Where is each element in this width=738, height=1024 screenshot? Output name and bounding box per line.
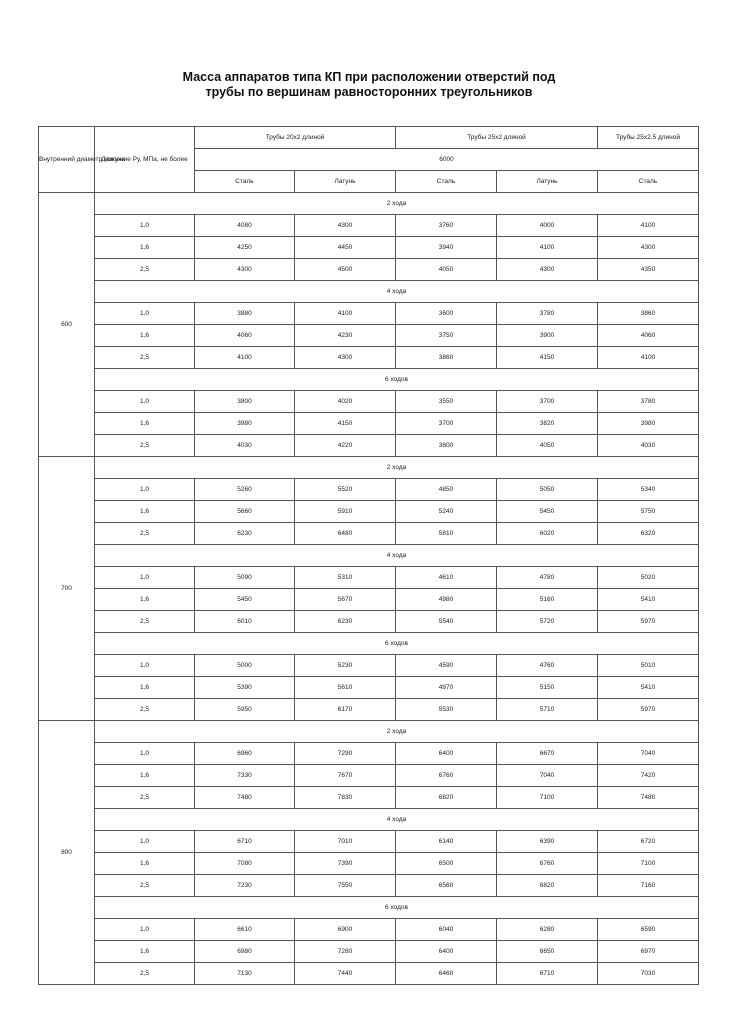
value-cell: 4300	[195, 259, 295, 281]
group-label-row	[39, 369, 699, 391]
value-cell: 7230	[195, 875, 295, 897]
value-cell: 5610	[295, 677, 396, 699]
value-cell: 3880	[195, 303, 295, 325]
value-cell: 4850	[396, 479, 497, 501]
value-cell: 6900	[295, 919, 396, 941]
value-cell: 5260	[195, 479, 295, 501]
value-cell: 5750	[598, 501, 699, 523]
table-row	[39, 941, 699, 963]
value-cell: 4030	[598, 435, 699, 457]
table-row	[39, 787, 699, 809]
header-pressure: Давление Ру, МПа, не более	[95, 127, 195, 193]
table-row	[39, 259, 699, 281]
pressure-cell: 2,5	[95, 875, 195, 897]
group-label-row	[39, 809, 699, 831]
value-cell: 6760	[396, 765, 497, 787]
value-cell: 5520	[295, 479, 396, 501]
value-cell: 7030	[598, 963, 699, 985]
value-cell: 4230	[295, 325, 396, 347]
value-cell: 7480	[195, 787, 295, 809]
value-cell: 4100	[195, 347, 295, 369]
table-row	[39, 853, 699, 875]
table-row	[39, 589, 699, 611]
pressure-cell: 1,6	[95, 589, 195, 611]
value-cell: 5390	[195, 677, 295, 699]
pressure-cell: 2,5	[95, 699, 195, 721]
group-label: 2 хода	[95, 193, 699, 215]
value-cell: 4250	[195, 237, 295, 259]
pressure-cell: 1,6	[95, 325, 195, 347]
group-label-row	[39, 457, 699, 479]
table-row	[39, 523, 699, 545]
value-cell: 4020	[295, 391, 396, 413]
pressure-cell: 2,5	[95, 523, 195, 545]
value-cell: 4080	[195, 215, 295, 237]
header-row-groups	[39, 127, 699, 149]
value-cell: 6970	[598, 941, 699, 963]
pressure-cell: 1,6	[95, 677, 195, 699]
value-cell: 4030	[195, 435, 295, 457]
value-cell: 5450	[195, 589, 295, 611]
value-cell: 6820	[396, 787, 497, 809]
pressure-cell: 1,0	[95, 479, 195, 501]
group-label: 6 ходов	[95, 369, 699, 391]
mass-table	[38, 126, 699, 985]
value-cell: 7330	[195, 765, 295, 787]
group-label-row	[39, 721, 699, 743]
group-label: 4 хода	[95, 281, 699, 303]
value-cell: 3760	[396, 215, 497, 237]
header-col-brass-20x2: Латунь	[295, 171, 396, 193]
pressure-cell: 2,5	[95, 259, 195, 281]
pressure-cell: 2,5	[95, 347, 195, 369]
value-cell: 5150	[497, 677, 598, 699]
header-length: 6000	[195, 149, 699, 171]
value-cell: 6710	[497, 963, 598, 985]
value-cell: 7100	[497, 787, 598, 809]
value-cell: 3980	[598, 413, 699, 435]
pressure-cell: 1,0	[95, 919, 195, 941]
value-cell: 6170	[295, 699, 396, 721]
value-cell: 3820	[497, 413, 598, 435]
value-cell: 4300	[598, 237, 699, 259]
value-cell: 5310	[295, 567, 396, 589]
value-cell: 3860	[598, 303, 699, 325]
value-cell: 3900	[497, 325, 598, 347]
value-cell: 5710	[497, 699, 598, 721]
table-row	[39, 435, 699, 457]
value-cell: 7290	[295, 743, 396, 765]
pressure-cell: 1,0	[95, 303, 195, 325]
value-cell: 3940	[396, 237, 497, 259]
value-cell: 5450	[497, 501, 598, 523]
value-cell: 6480	[295, 523, 396, 545]
value-cell: 6020	[497, 523, 598, 545]
group-label-row	[39, 633, 699, 655]
value-cell: 4050	[396, 259, 497, 281]
value-cell: 3700	[497, 391, 598, 413]
pressure-cell: 1,6	[95, 413, 195, 435]
value-cell: 4300	[497, 259, 598, 281]
value-cell: 6320	[598, 523, 699, 545]
pressure-cell: 2,5	[95, 611, 195, 633]
table-row	[39, 743, 699, 765]
value-cell: 4350	[598, 259, 699, 281]
value-cell: 6650	[497, 941, 598, 963]
value-cell: 6230	[295, 611, 396, 633]
diameter-cell: 800	[39, 721, 95, 985]
table-row	[39, 611, 699, 633]
value-cell: 4980	[396, 589, 497, 611]
value-cell: 6400	[396, 743, 497, 765]
value-cell: 5540	[396, 611, 497, 633]
table-row	[39, 325, 699, 347]
value-cell: 5530	[396, 699, 497, 721]
value-cell: 4100	[598, 215, 699, 237]
table-row	[39, 215, 699, 237]
value-cell: 4760	[497, 655, 598, 677]
page-title-line-1: Масса аппаратов типа КП при расположении отверстий под	[182, 70, 556, 84]
header-group-25x2: Трубы 25х2 длиной	[396, 127, 598, 149]
value-cell: 4150	[497, 347, 598, 369]
value-cell: 4220	[295, 435, 396, 457]
pressure-cell: 1,0	[95, 743, 195, 765]
value-cell: 6710	[195, 831, 295, 853]
value-cell: 4000	[497, 215, 598, 237]
value-cell: 6760	[497, 853, 598, 875]
value-cell: 5090	[195, 567, 295, 589]
diameter-cell: 700	[39, 457, 95, 721]
value-cell: 7480	[598, 787, 699, 809]
value-cell: 7040	[497, 765, 598, 787]
value-cell: 7830	[295, 787, 396, 809]
group-label: 4 хода	[95, 809, 699, 831]
pressure-cell: 1,6	[95, 237, 195, 259]
value-cell: 5950	[195, 699, 295, 721]
pressure-cell: 1,6	[95, 853, 195, 875]
table-row	[39, 677, 699, 699]
group-label-row	[39, 897, 699, 919]
value-cell: 3600	[396, 303, 497, 325]
value-cell: 5910	[295, 501, 396, 523]
value-cell: 5670	[295, 589, 396, 611]
pressure-cell: 1,0	[95, 391, 195, 413]
table-row	[39, 963, 699, 985]
value-cell: 3800	[396, 435, 497, 457]
value-cell: 6010	[195, 611, 295, 633]
table-row	[39, 413, 699, 435]
value-cell: 6460	[396, 963, 497, 985]
pressure-cell: 1,0	[95, 655, 195, 677]
value-cell: 4300	[295, 215, 396, 237]
pressure-cell: 2,5	[95, 787, 195, 809]
value-cell: 4300	[295, 347, 396, 369]
group-label: 2 хода	[95, 457, 699, 479]
page-title-line-2: трубы по вершинам равносторонних треугольников	[205, 85, 533, 99]
pressure-cell: 2,5	[95, 963, 195, 985]
value-cell: 4060	[598, 325, 699, 347]
value-cell: 5050	[497, 479, 598, 501]
group-label-row	[39, 193, 699, 215]
value-cell: 7160	[598, 875, 699, 897]
value-cell: 5230	[295, 655, 396, 677]
value-cell: 6590	[598, 919, 699, 941]
value-cell: 6140	[396, 831, 497, 853]
value-cell: 4100	[295, 303, 396, 325]
value-cell: 3750	[396, 325, 497, 347]
value-cell: 6820	[497, 875, 598, 897]
value-cell: 7670	[295, 765, 396, 787]
table-row	[39, 875, 699, 897]
value-cell: 5410	[598, 677, 699, 699]
value-cell: 7130	[195, 963, 295, 985]
group-label-row	[39, 545, 699, 567]
diameter-cell: 600	[39, 193, 95, 457]
table-row	[39, 391, 699, 413]
value-cell: 3800	[195, 391, 295, 413]
pressure-cell: 1,6	[95, 765, 195, 787]
table-row	[39, 831, 699, 853]
value-cell: 3780	[598, 391, 699, 413]
value-cell: 5160	[497, 589, 598, 611]
group-label: 6 ходов	[95, 633, 699, 655]
value-cell: 3860	[396, 347, 497, 369]
value-cell: 7420	[598, 765, 699, 787]
value-cell: 4970	[396, 677, 497, 699]
value-cell: 5340	[598, 479, 699, 501]
value-cell: 5970	[598, 611, 699, 633]
value-cell: 6610	[195, 919, 295, 941]
value-cell: 7040	[598, 743, 699, 765]
table-row	[39, 699, 699, 721]
value-cell: 3550	[396, 391, 497, 413]
pressure-cell: 2,5	[95, 435, 195, 457]
table-row	[39, 347, 699, 369]
value-cell: 4060	[195, 325, 295, 347]
page-title	[0, 70, 738, 100]
value-cell: 6500	[396, 853, 497, 875]
value-cell: 5240	[396, 501, 497, 523]
value-cell: 6560	[396, 875, 497, 897]
value-cell: 4500	[295, 259, 396, 281]
value-cell: 4780	[497, 567, 598, 589]
pressure-cell: 1,0	[95, 567, 195, 589]
value-cell: 6040	[396, 919, 497, 941]
group-label: 2 хода	[95, 721, 699, 743]
value-cell: 5660	[195, 501, 295, 523]
table-row	[39, 655, 699, 677]
value-cell: 6280	[497, 919, 598, 941]
value-cell: 4100	[497, 237, 598, 259]
value-cell: 3700	[396, 413, 497, 435]
table-row	[39, 479, 699, 501]
value-cell: 6230	[195, 523, 295, 545]
pressure-cell: 1,6	[95, 501, 195, 523]
value-cell: 6980	[195, 941, 295, 963]
value-cell: 5020	[598, 567, 699, 589]
value-cell: 4100	[598, 347, 699, 369]
header-group-25x2-5: Трубы 25х2.5 длиной	[598, 127, 699, 149]
value-cell: 7390	[295, 853, 396, 875]
value-cell: 4610	[396, 567, 497, 589]
value-cell: 7080	[195, 853, 295, 875]
header-col-steel-20x2: Сталь	[195, 171, 295, 193]
header-diameter: Внутренний диаметр кожуха	[39, 127, 95, 193]
value-cell: 5010	[598, 655, 699, 677]
value-cell: 5410	[598, 589, 699, 611]
value-cell: 5810	[396, 523, 497, 545]
table-row	[39, 237, 699, 259]
value-cell: 6960	[195, 743, 295, 765]
pressure-cell: 1,6	[95, 941, 195, 963]
value-cell: 4150	[295, 413, 396, 435]
value-cell: 7010	[295, 831, 396, 853]
header-group-20x2: Трубы 20х2 длиной	[195, 127, 396, 149]
value-cell: 3980	[195, 413, 295, 435]
pressure-cell: 1,0	[95, 215, 195, 237]
group-label: 6 ходов	[95, 897, 699, 919]
value-cell: 6390	[497, 831, 598, 853]
table-row	[39, 303, 699, 325]
value-cell: 7100	[598, 853, 699, 875]
value-cell: 7440	[295, 963, 396, 985]
table-row	[39, 765, 699, 787]
value-cell: 4450	[295, 237, 396, 259]
value-cell: 6670	[497, 743, 598, 765]
value-cell: 5970	[598, 699, 699, 721]
value-cell: 6400	[396, 941, 497, 963]
group-label: 4 хода	[95, 545, 699, 567]
pressure-cell: 1,0	[95, 831, 195, 853]
table-row	[39, 567, 699, 589]
value-cell: 7280	[295, 941, 396, 963]
value-cell: 5000	[195, 655, 295, 677]
header-col-brass-25x2: Латунь	[497, 171, 598, 193]
value-cell: 6720	[598, 831, 699, 853]
header-col-steel-25x2: Сталь	[396, 171, 497, 193]
mass-table-body	[39, 127, 699, 985]
value-cell: 4590	[396, 655, 497, 677]
group-label-row	[39, 281, 699, 303]
value-cell: 7550	[295, 875, 396, 897]
value-cell: 4050	[497, 435, 598, 457]
header-col-steel-25x2-5: Сталь	[598, 171, 699, 193]
table-row	[39, 501, 699, 523]
value-cell: 3780	[497, 303, 598, 325]
table-row	[39, 919, 699, 941]
value-cell: 5720	[497, 611, 598, 633]
